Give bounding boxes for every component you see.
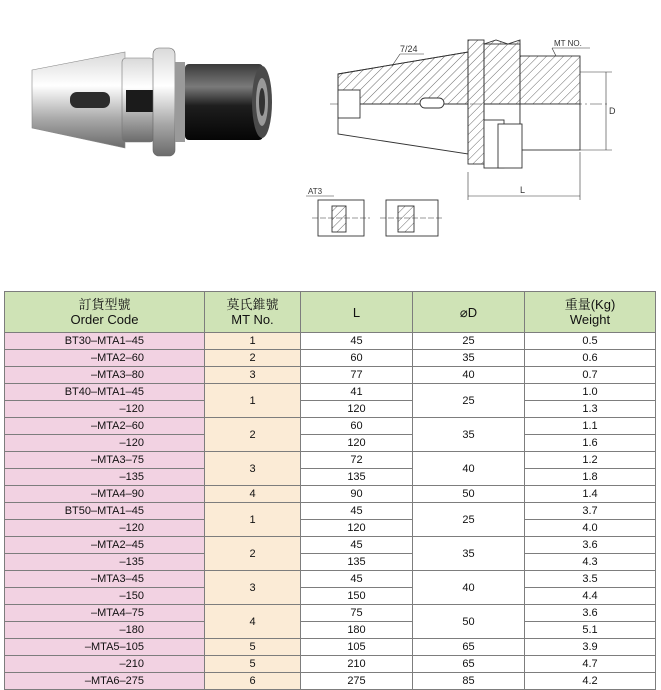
l-cell: 75 [301, 605, 413, 622]
l-cell: 90 [301, 486, 413, 503]
header-weight [525, 292, 656, 333]
weight-cell: 3.6 [525, 537, 656, 554]
mt-cell: 1 [205, 333, 301, 350]
header-order-code-en: Order Code [70, 312, 139, 327]
d-cell: 35 [413, 418, 525, 452]
d-label: D [609, 106, 616, 116]
l-cell: 72 [301, 452, 413, 469]
table-row [5, 418, 656, 435]
l-cell: 45 [301, 503, 413, 520]
d-cell: 25 [413, 503, 525, 537]
table-row [5, 333, 656, 350]
table-row [5, 605, 656, 622]
table-row [5, 537, 656, 554]
table-row [5, 367, 656, 384]
taper-label: 7/24 [400, 44, 418, 54]
l-cell: 150 [301, 588, 413, 605]
l-cell: 120 [301, 401, 413, 418]
header-l: L [301, 292, 413, 333]
mt-label: MT NO. [554, 39, 582, 48]
weight-cell: 1.3 [525, 401, 656, 418]
mt-cell: 1 [205, 384, 301, 418]
order-code-cell: –135 [5, 469, 205, 486]
mt-cell: 3 [205, 452, 301, 486]
weight-cell: 1.8 [525, 469, 656, 486]
order-code-cell: –180 [5, 622, 205, 639]
l-cell: 45 [301, 537, 413, 554]
technical-drawing [306, 40, 612, 236]
table-row [5, 469, 656, 486]
l-cell: 120 [301, 435, 413, 452]
table-header-row [5, 292, 656, 333]
table-row [5, 435, 656, 452]
table-row [5, 656, 656, 673]
order-code-cell: –MTA4–90 [5, 486, 205, 503]
l-cell: 135 [301, 469, 413, 486]
order-code-cell: –120 [5, 520, 205, 537]
d-cell: 50 [413, 486, 525, 503]
header-weight-zh: 重量(Kg) [564, 297, 616, 312]
mt-cell: 5 [205, 639, 301, 656]
table-row [5, 452, 656, 469]
d-cell: 35 [413, 350, 525, 367]
table-row [5, 384, 656, 401]
order-code-cell: –MTA3–80 [5, 367, 205, 384]
order-code-cell: –150 [5, 588, 205, 605]
table-row [5, 588, 656, 605]
order-code-cell: BT50–MTA1–45 [5, 503, 205, 520]
toolholder-photo [32, 48, 272, 156]
l-cell: 275 [301, 673, 413, 690]
at-label: AT3 [308, 187, 323, 196]
d-cell: 25 [413, 333, 525, 350]
order-code-cell: –MTA3–75 [5, 452, 205, 469]
weight-cell: 4.2 [525, 673, 656, 690]
weight-cell: 1.1 [525, 418, 656, 435]
weight-cell: 3.6 [525, 605, 656, 622]
order-code-cell: –120 [5, 401, 205, 418]
table-row [5, 622, 656, 639]
table-row [5, 639, 656, 656]
order-code-cell: –MTA2–45 [5, 537, 205, 554]
table-row [5, 554, 656, 571]
l-cell: 60 [301, 350, 413, 367]
order-code-cell: –MTA6–275 [5, 673, 205, 690]
header-mt-no [205, 292, 301, 333]
weight-cell: 1.2 [525, 452, 656, 469]
l-cell: 135 [301, 554, 413, 571]
d-cell: 65 [413, 639, 525, 656]
weight-cell: 0.5 [525, 333, 656, 350]
header-mt-en: MT No. [231, 312, 274, 327]
table-row [5, 401, 656, 418]
weight-cell: 4.0 [525, 520, 656, 537]
d-cell: 40 [413, 452, 525, 486]
table-row [5, 520, 656, 537]
weight-cell: 4.7 [525, 656, 656, 673]
l-cell: 210 [301, 656, 413, 673]
weight-cell: 0.7 [525, 367, 656, 384]
order-code-cell: –MTA5–105 [5, 639, 205, 656]
header-order-code-zh: 訂貨型號 [78, 297, 131, 312]
order-code-cell: –210 [5, 656, 205, 673]
order-code-cell: –120 [5, 435, 205, 452]
d-cell: 40 [413, 571, 525, 605]
mt-cell: 1 [205, 503, 301, 537]
weight-cell: 3.9 [525, 639, 656, 656]
mt-cell: 3 [205, 571, 301, 605]
weight-cell: 5.1 [525, 622, 656, 639]
weight-cell: 0.6 [525, 350, 656, 367]
weight-cell: 1.6 [525, 435, 656, 452]
d-cell: 40 [413, 367, 525, 384]
l-cell: 120 [301, 520, 413, 537]
l-cell: 77 [301, 367, 413, 384]
table-row [5, 486, 656, 503]
order-code-cell: –MTA4–75 [5, 605, 205, 622]
header-d: ⌀D [413, 292, 525, 333]
table-row [5, 350, 656, 367]
d-cell: 85 [413, 673, 525, 690]
l-cell: 45 [301, 333, 413, 350]
l-cell: 180 [301, 622, 413, 639]
weight-cell: 3.5 [525, 571, 656, 588]
d-cell: 25 [413, 384, 525, 418]
table-row [5, 503, 656, 520]
order-code-cell: –MTA2–60 [5, 418, 205, 435]
l-label: L [520, 185, 526, 195]
d-cell: 65 [413, 656, 525, 673]
order-code-cell: BT30–MTA1–45 [5, 333, 205, 350]
order-code-cell: BT40–MTA1–45 [5, 384, 205, 401]
weight-cell: 1.0 [525, 384, 656, 401]
l-cell: 41 [301, 384, 413, 401]
weight-cell: 4.3 [525, 554, 656, 571]
header-weight-en: Weight [569, 312, 611, 327]
table-row [5, 673, 656, 690]
l-cell: 60 [301, 418, 413, 435]
mt-cell: 4 [205, 605, 301, 639]
l-cell: 45 [301, 571, 413, 588]
weight-cell: 1.4 [525, 486, 656, 503]
order-code-cell: –MTA2–60 [5, 350, 205, 367]
header-order-code [5, 292, 205, 333]
spec-table [4, 291, 656, 690]
d-cell: 50 [413, 605, 525, 639]
order-code-cell: –135 [5, 554, 205, 571]
order-code-cell: –MTA3–45 [5, 571, 205, 588]
weight-cell: 3.7 [525, 503, 656, 520]
d-cell: 35 [413, 537, 525, 571]
mt-cell: 2 [205, 350, 301, 367]
header-mt-zh: 莫氏錐號 [226, 297, 279, 312]
mt-cell: 5 [205, 656, 301, 673]
product-illustrations [0, 0, 661, 288]
mt-cell: 2 [205, 418, 301, 452]
table-row [5, 571, 656, 588]
weight-cell: 4.4 [525, 588, 656, 605]
mt-cell: 4 [205, 486, 301, 503]
l-cell: 105 [301, 639, 413, 656]
mt-cell: 2 [205, 537, 301, 571]
mt-cell: 3 [205, 367, 301, 384]
mt-cell: 6 [205, 673, 301, 690]
